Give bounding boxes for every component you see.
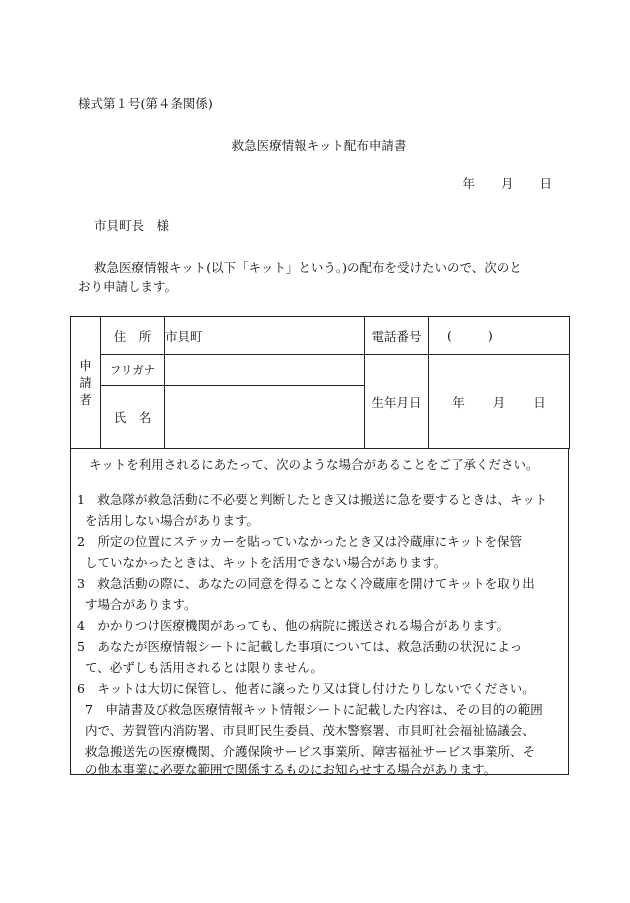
notice-line: す場合があります。 xyxy=(85,597,197,612)
notice-line: 5 あなたが医療情報シートに記載した事項については、救急活動の状況によっ xyxy=(77,639,523,654)
notice-line: 救急搬送先の医療機関、介護保険サービス事業所、障害福祉サービス事業所、そ xyxy=(85,744,536,759)
form-number: 様式第１号(第４条関係) xyxy=(78,96,213,111)
notice-line: の他本事業に必要な範囲で関係するものにお知らせする場合があります。 xyxy=(85,762,497,777)
notice-line: していなかったときは、キットを活用できない場合があります。 xyxy=(85,555,447,570)
notice-line: を活用しない場合があります。 xyxy=(85,513,260,528)
notice-line: 1 救急隊が救急活動に不必要と判断したとき又は搬送に急を要するときは、キット xyxy=(77,492,548,507)
intro-line-2: おり申請します。 xyxy=(78,279,178,294)
phone-paren-close: ) xyxy=(487,328,493,343)
notice-line: て、必ずしも活用されるとは限りません。 xyxy=(85,660,324,675)
addressee: 市貝町長 様 xyxy=(94,218,170,233)
intro-line-1: 救急医療情報キット(以下「キット」という。)の配布を受けたいので、次のと xyxy=(94,260,522,275)
date-day: 日 xyxy=(539,176,552,191)
document-title: 救急医療情報キット配布申請書 xyxy=(231,138,407,153)
phone-field[interactable] xyxy=(429,317,570,355)
birth-day: 日 xyxy=(533,394,546,410)
notice-box xyxy=(70,448,569,775)
birth-date-label: 生年月日 xyxy=(365,355,429,449)
name-field[interactable] xyxy=(165,386,365,449)
date-year: 年 xyxy=(462,176,475,191)
address-field[interactable]: 市貝町 xyxy=(165,317,365,355)
notice-line: 2 所定の位置にステッカーを貼っていなかったとき又は冷蔵庫にキットを保管 xyxy=(77,534,522,549)
phone-label: 電話番号 xyxy=(365,317,429,355)
notice-lead: キットを利用されるにあたって、次のような場合があることをご了承ください。 xyxy=(89,457,539,472)
applicant-label: 申 請 者 xyxy=(71,317,101,449)
date-month: 月 xyxy=(500,176,514,191)
furigana-label: フリガナ xyxy=(101,355,165,386)
notice-line: 6 キットは大切に保管し、他者に譲ったり又は貸し付けたりしないでください。 xyxy=(77,681,535,696)
notice-line: 7 申請書及び救急医療情報キット情報シートに記載した内容は、その目的の範囲 xyxy=(85,702,543,717)
notice-line: 4 かかりつけ医療機関があっても、他の病院に搬送される場合があります。 xyxy=(77,618,509,633)
application-date xyxy=(462,178,552,191)
furigana-field[interactable] xyxy=(165,355,365,386)
phone-paren-open: ( xyxy=(447,328,452,343)
birth-year: 年 xyxy=(452,394,465,410)
notice-line: 3 救急活動の際に、あなたの同意を得ることなく冷蔵庫を開けてキットを取り出 xyxy=(77,576,535,591)
applicant-table xyxy=(70,316,570,449)
birth-date-field[interactable] xyxy=(429,355,570,449)
name-label: 氏 名 xyxy=(101,386,165,449)
notice-line: 内で、芳賀管内消防署、市貝町民生委員、茂木警察署、市貝町社会福祉協議会、 xyxy=(85,723,535,738)
birth-month: 月 xyxy=(492,394,506,410)
address-label: 住 所 xyxy=(101,317,165,355)
